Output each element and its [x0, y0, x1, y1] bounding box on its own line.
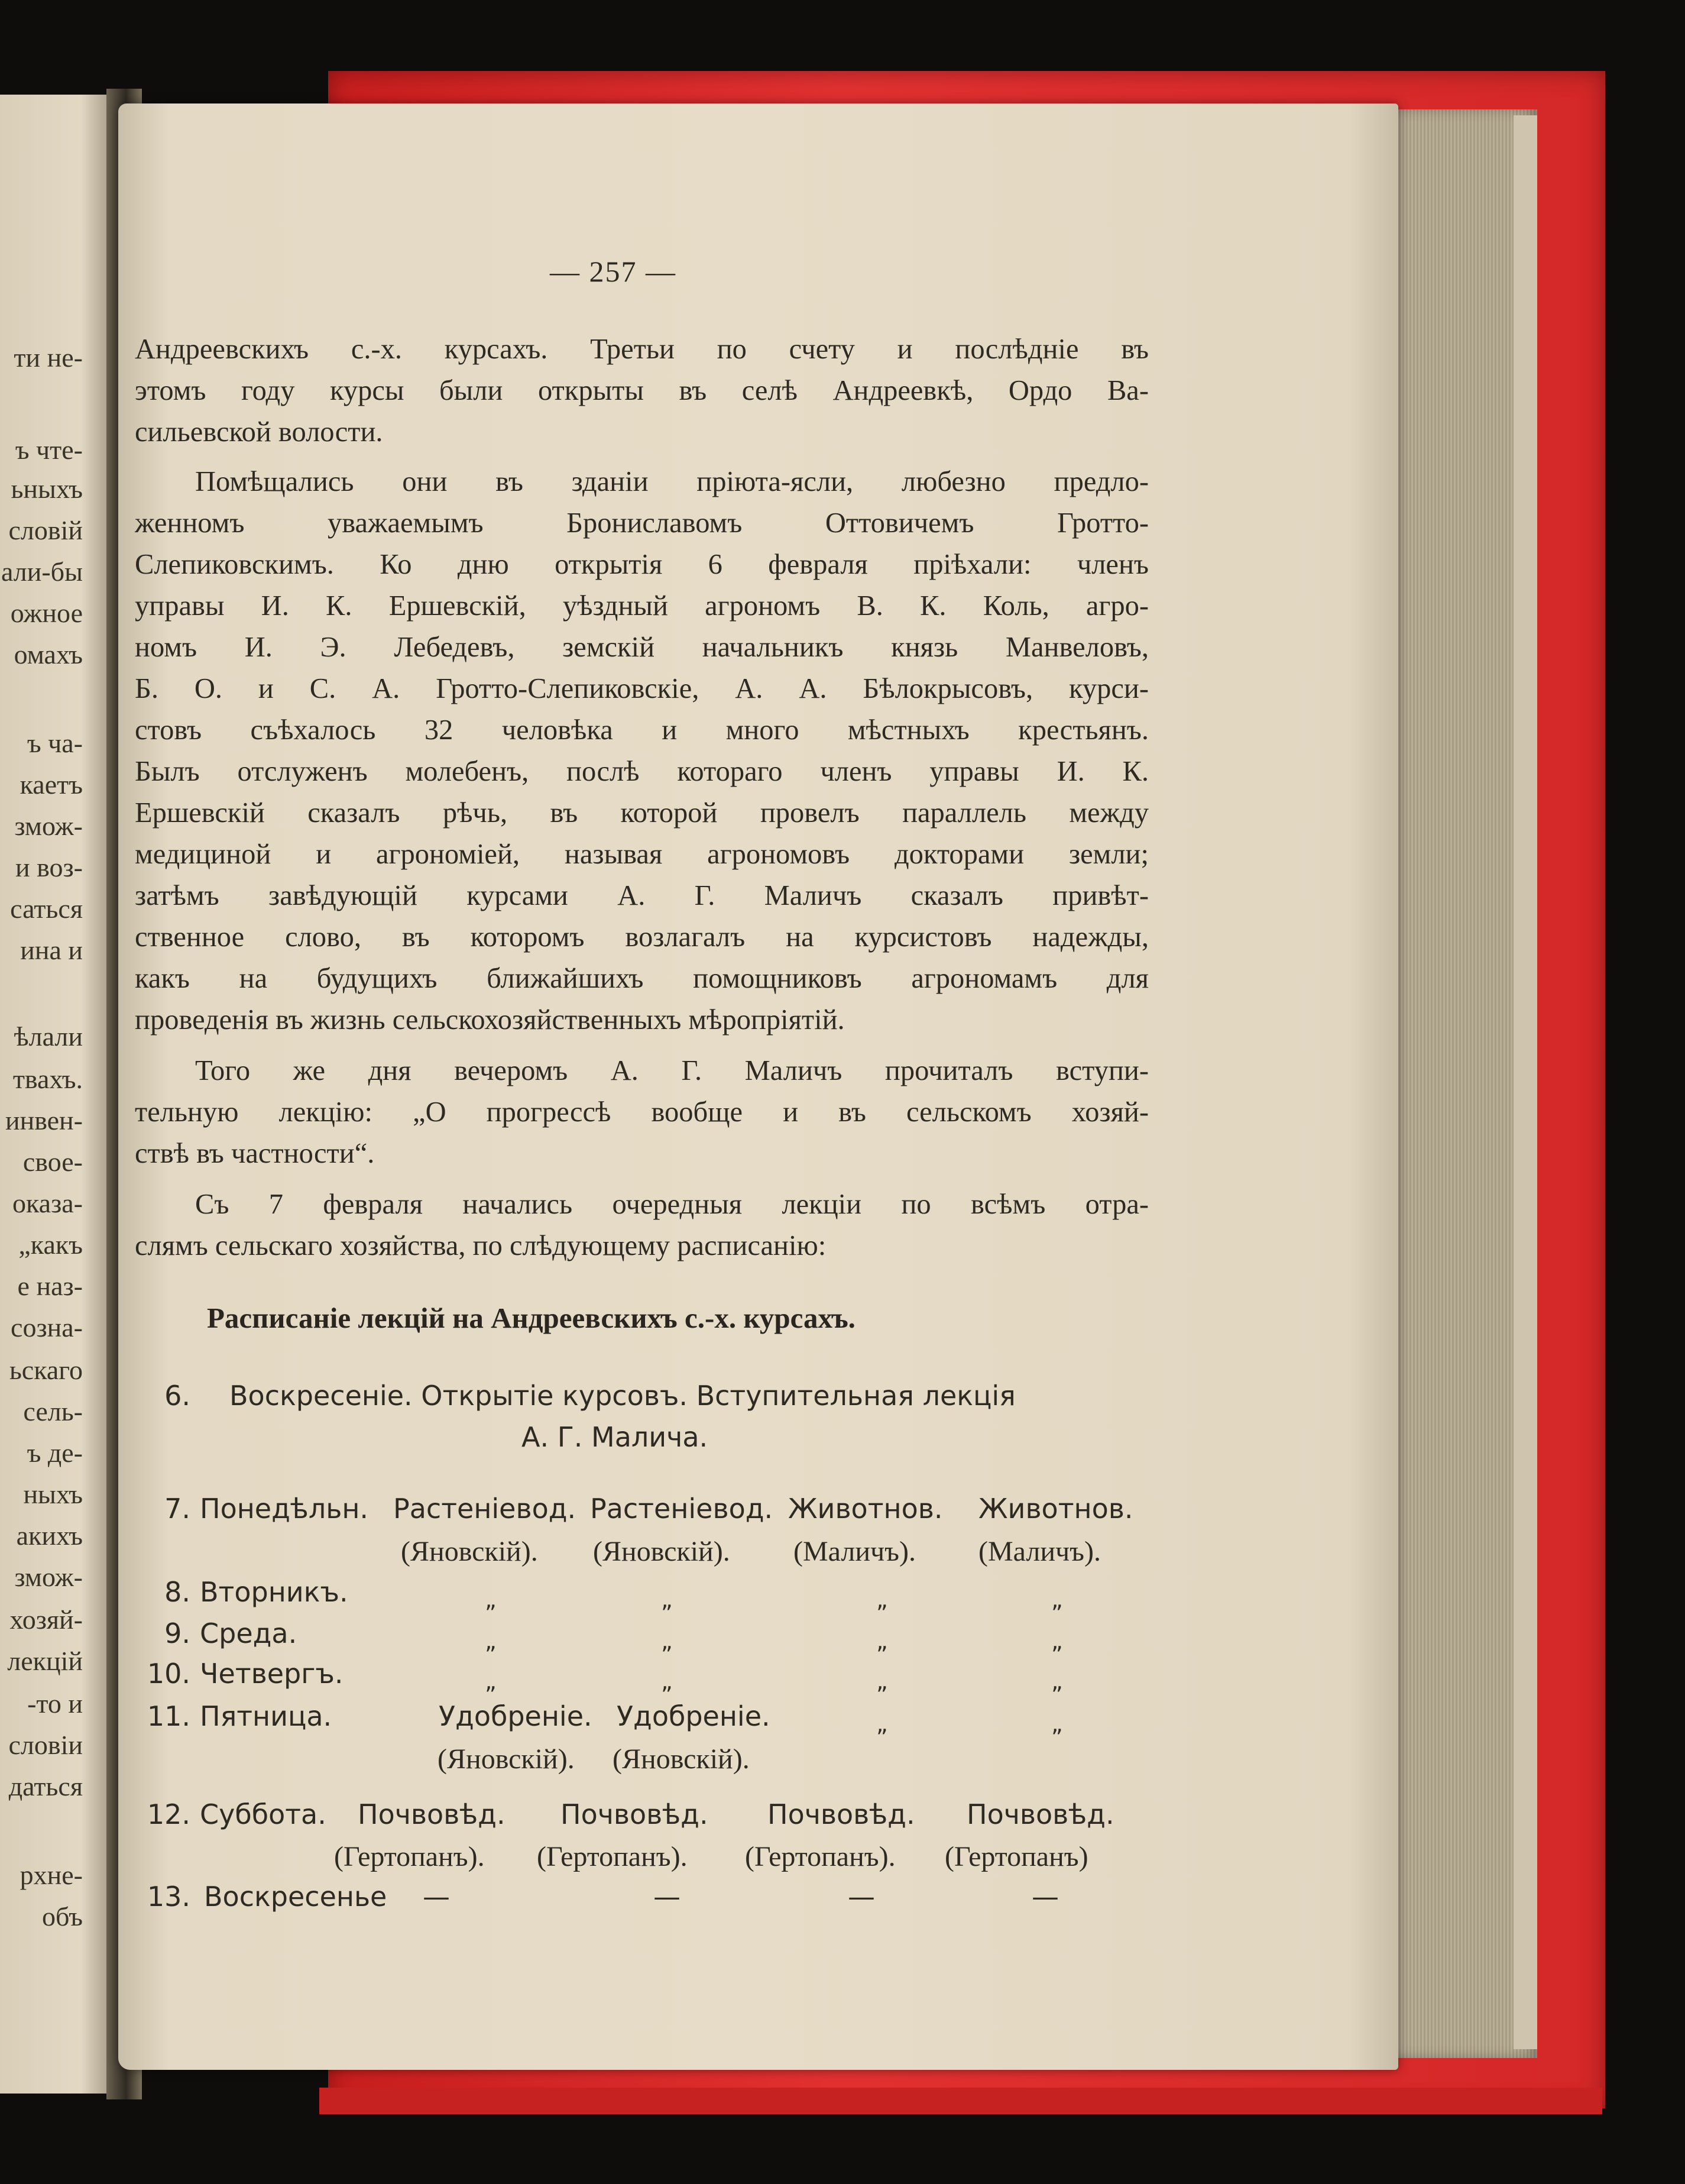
lecturer-name: (Яновскій).	[613, 1743, 750, 1775]
ditto-mark: „	[1051, 1587, 1063, 1613]
day-name: Четвергъ.	[200, 1658, 344, 1690]
body-line: стовъ съѣхалось 32 человѣка и много мѣстныхъ крестьянъ.	[135, 714, 1149, 746]
left-fragment: ъ чте-	[15, 435, 83, 465]
body-line: какъ на будущихъ ближайшихъ помощниковъ агрономамъ для	[135, 963, 1149, 994]
row6-text: Воскресеніе. Открытіе курсовъ. Вступительная лекція	[229, 1380, 1016, 1412]
left-fragment: сель-	[23, 1396, 83, 1426]
lecturer-name: (Гертопанъ).	[334, 1841, 485, 1872]
body-line: Андреевскихъ с.-х. курсахъ. Третьи по счету и послѣдніе въ	[135, 334, 1149, 365]
left-fragment: омахъ	[14, 639, 83, 669]
left-fragment: хозяй-	[9, 1604, 83, 1635]
ditto-mark: „	[1051, 1628, 1063, 1654]
ditto-mark: „	[661, 1668, 673, 1694]
lecturer-name: (Яновскій).	[438, 1743, 575, 1775]
left-fragment: ина и	[20, 935, 83, 965]
left-fragment: созна-	[11, 1312, 83, 1342]
body-line: тельную лекцію: „О прогрессѣ вообще и въ сельскомъ хозяй-	[135, 1096, 1149, 1128]
day-name: Понедѣльн.	[200, 1493, 369, 1525]
row-number: 8.	[164, 1576, 190, 1608]
red-cover-bottom	[319, 2088, 1602, 2114]
left-fragment: ьныхъ	[11, 474, 83, 504]
left-fragment: словій	[8, 515, 83, 545]
left-fragment: акихъ	[16, 1520, 83, 1551]
left-fragment: и воз-	[15, 852, 83, 882]
lecturer-name: (Гертопанъ).	[745, 1841, 896, 1872]
left-fragment: объ	[41, 1901, 83, 1931]
row-number: 9.	[164, 1617, 190, 1649]
row-number: 13.	[147, 1881, 190, 1913]
lecture-subject: Удобреніе.	[439, 1700, 592, 1732]
left-fragment: „какъ	[18, 1229, 83, 1260]
ditto-mark: „	[485, 1587, 497, 1613]
row-number: 6.	[164, 1380, 190, 1412]
lecturer-name: (Маличъ).	[793, 1536, 916, 1567]
body-line: Того же дня вечеромъ А. Г. Маличъ прочиталъ вступи-	[195, 1055, 1149, 1086]
left-fragment: змож-	[14, 811, 83, 841]
day-name: Пятница.	[200, 1700, 332, 1732]
lecturer-name: (Гертопанъ)	[945, 1841, 1088, 1872]
body-line: медициной и агрономіей, называя агрономовъ докторами земли;	[135, 839, 1149, 870]
left-fragment: рхне-	[20, 1860, 83, 1890]
left-fragment: свое-	[22, 1147, 83, 1177]
body-line: проведенія въ жизнь сельскохозяйственныхъ мѣропріятій.	[135, 1004, 845, 1036]
day-name: Вторникъ.	[200, 1576, 348, 1608]
ditto-mark: „	[876, 1587, 888, 1613]
ditto-mark: „	[661, 1628, 673, 1654]
left-fragment: ьскаго	[9, 1355, 83, 1385]
body-line: слямъ сельскаго хозяйства, по слѣдующему расписанію:	[135, 1230, 827, 1261]
day-name: Воскресенье	[204, 1881, 387, 1913]
lecture-subject: Почвовѣд.	[967, 1798, 1114, 1830]
left-fragment: твахъ.	[12, 1064, 83, 1094]
left-fragment: инвен-	[5, 1105, 83, 1135]
lecture-subject: Животнов.	[788, 1493, 943, 1525]
left-fragment: ъ ча-	[27, 728, 83, 758]
body-line: сильевской волости.	[135, 416, 383, 448]
ditto-mark: „	[485, 1628, 497, 1654]
ditto-mark: „	[485, 1668, 497, 1694]
lecturer-name: (Яновскій).	[593, 1536, 730, 1567]
row6-continuation: А. Г. Малича.	[521, 1421, 708, 1453]
left-fragment: ожное	[10, 598, 83, 628]
body-line: Ершевскій сказалъ рѣчь, въ которой провелъ параллель между	[135, 797, 1149, 829]
dash-mark: —	[848, 1881, 875, 1913]
body-line: затѣмъ завѣдующій курсами А. Г. Маличъ сказалъ привѣт-	[135, 880, 1149, 911]
ditto-mark: „	[876, 1628, 888, 1654]
schedule-heading: Расписаніе лекцій на Андреевскихъ с.-х. курсахъ.	[207, 1302, 856, 1334]
row-number: 11.	[147, 1700, 190, 1732]
body-line: женномъ уважаемымъ Брониславомъ Оттовичемъ Гротто-	[135, 507, 1149, 539]
body-line: Слепиковскимъ. Ко дню открытія 6 февраля пріѣхали: членъ	[135, 549, 1149, 580]
lecture-subject: Животнов.	[978, 1493, 1133, 1525]
lecture-subject: Растеніевод.	[393, 1493, 576, 1525]
lecture-subject: Почвовѣд.	[560, 1798, 708, 1830]
left-fragment: ти не-	[14, 342, 83, 373]
body-line: Былъ отслуженъ молебенъ, послѣ котораго членъ управы И. К.	[135, 756, 1149, 787]
ditto-mark: „	[1051, 1711, 1063, 1737]
lecture-subject: Почвовѣд.	[767, 1798, 915, 1830]
day-name: Среда.	[200, 1617, 297, 1649]
lecturer-name: (Гертопанъ).	[537, 1841, 688, 1872]
dash-mark: —	[423, 1881, 450, 1913]
body-line: этомъ году курсы были открыты въ селѣ Андреевкѣ, Ордо Ва-	[135, 375, 1149, 406]
lecturer-name: (Яновскій).	[401, 1536, 538, 1567]
body-line: Съ 7 февраля начались очередныя лекціи по всѣмъ отра-	[195, 1189, 1149, 1220]
body-line: ственное слово, въ которомъ возлагалъ на курсистовъ надежды,	[135, 921, 1149, 953]
day-name: Суббота.	[200, 1798, 326, 1830]
row-number: 10.	[147, 1658, 190, 1690]
body-line: номъ И. Э. Лебедевъ, земскій начальникъ князь Манвеловъ,	[135, 632, 1149, 663]
lecture-subject: Растеніевод.	[590, 1493, 773, 1525]
left-fragment: даться	[8, 1771, 83, 1801]
left-fragment: оказа-	[12, 1188, 83, 1218]
left-fragment: е наз-	[17, 1271, 83, 1301]
body-line: ствѣ въ частности“.	[135, 1138, 375, 1169]
dash-mark: —	[1032, 1881, 1059, 1913]
left-fragment: -то и	[27, 1688, 83, 1719]
left-fragment: ныхъ	[23, 1479, 83, 1509]
ditto-mark: „	[1051, 1668, 1063, 1694]
body-line: Б. О. и С. А. Гротто-Слепиковскіе, А. А. Бѣлокрысовъ, курси-	[135, 673, 1149, 704]
page-number: — 257 —	[550, 255, 676, 288]
left-fragment: саться	[10, 894, 83, 924]
left-fragment: змож-	[14, 1562, 83, 1592]
left-fragment: словіи	[8, 1730, 83, 1760]
ditto-mark: „	[876, 1711, 888, 1737]
ditto-mark: „	[876, 1668, 888, 1694]
left-fragment: ъ де-	[27, 1438, 83, 1468]
left-fragment: ѣлали	[14, 1021, 83, 1051]
ditto-mark: „	[661, 1587, 673, 1613]
row-number: 7.	[164, 1493, 190, 1525]
lecture-subject: Почвовѣд.	[358, 1798, 505, 1830]
lecturer-name: (Маличъ).	[978, 1536, 1101, 1567]
page-block-light-edge	[1514, 115, 1537, 2049]
left-fragment: каетъ	[20, 769, 83, 800]
body-line: управы И. К. Ершевскій, уѣздный агрономъ В. К. Коль, агро-	[135, 590, 1149, 622]
left-fragment: лекцій	[7, 1646, 83, 1676]
lecture-subject: Удобреніе.	[617, 1700, 770, 1732]
row-number: 12.	[147, 1798, 190, 1830]
left-fragment: али-бы	[1, 556, 83, 587]
body-line: Помѣщались они въ зданіи пріюта-ясли, любезно предло-	[195, 466, 1149, 497]
dash-mark: —	[653, 1881, 681, 1913]
